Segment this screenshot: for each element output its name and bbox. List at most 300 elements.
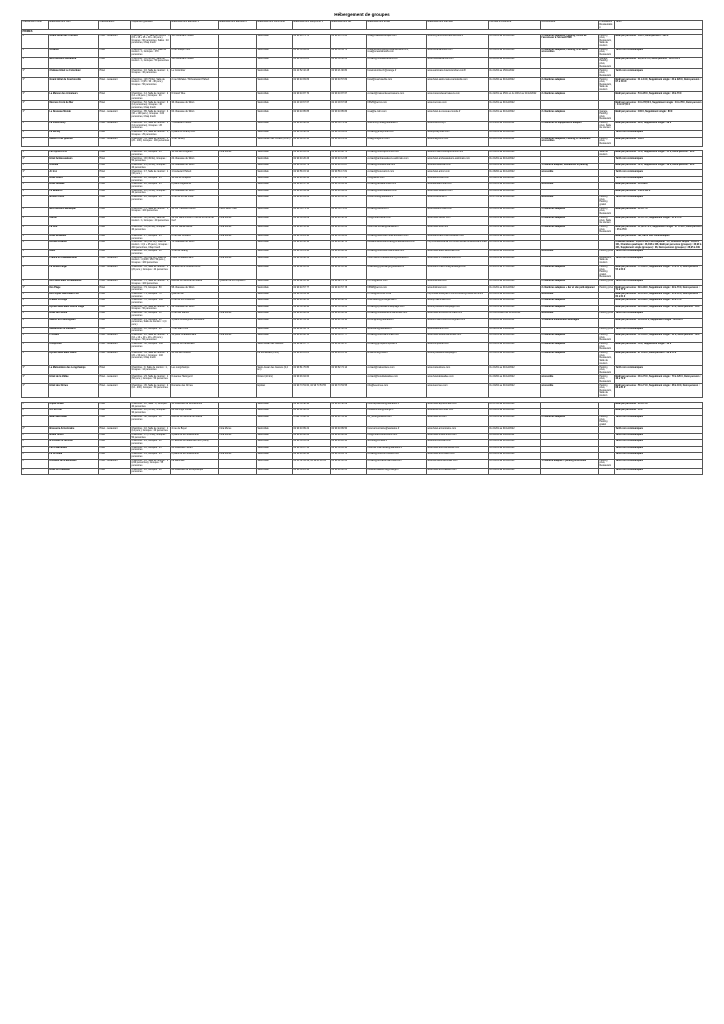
col-periode: Du 20/01 au 17/12/2022 (489, 265, 541, 279)
col-fax: 02 99 56 17 81 (331, 170, 367, 176)
col-email[interactable]: contact@domaine-barbinais.com (367, 459, 427, 468)
col-site[interactable]: www.hotel-le-croiseur.com (427, 453, 489, 459)
col-adresse1: Domaine des Ormes (171, 384, 219, 398)
col-nom: France et Chateaubriand (49, 256, 99, 265)
col-periode: Du 01/01 au 31/12/2022 (489, 427, 541, 433)
col-tarifs: B&B par personne : 142 à 442 € (615, 189, 703, 195)
col-access: 1 chambre adaptée, Restaurant et parking (541, 163, 599, 169)
col-fax: 02 99 40 12 88 (331, 157, 367, 163)
col-access: 2 chambres adaptées (541, 216, 599, 225)
col-capacites: Chambres : 36 (66 lits), Salle de réunion : 1, Groupes : 50 personnes (131, 57, 171, 69)
col-tel: 02 99 40 92 20 (293, 122, 331, 131)
col-adresse2 (219, 318, 257, 327)
col-capacites: Chambres : 56, Salle de réunion : 1, Groupes : 50 personnes (131, 305, 169, 311)
col-class: 2* (22, 433, 49, 439)
col-site[interactable]: www.hotel-ariroz.com (427, 170, 489, 176)
col-email[interactable]: contact@ambassadeurs-saintmalo.com (367, 157, 427, 163)
col-tarifs: Tarifs non communiqués (615, 446, 703, 452)
col-email[interactable]: contact@saintmalo-hotel-elizabeth.com (367, 234, 427, 240)
table-row (22, 78, 703, 92)
col-tel: 02 99 89 12 40 (293, 137, 331, 146)
col-tarifs: B&B par personne : 66 à 89 €, Supplément single : 60 à 75 € (615, 299, 703, 305)
col-capacites: Chambres : 22, Salle : 9, Groupes : 40 personnes (131, 402, 171, 408)
col-tarifs: Tarifs non communiqués (615, 48, 703, 57)
table-row (22, 216, 703, 225)
col-site[interactable]: www.domaine-barbinais.com (427, 459, 489, 468)
col-commune: Saint-Malo (257, 122, 293, 131)
col-class: 3* (22, 334, 49, 343)
col-commune: Saint-Malo (257, 110, 293, 122)
col-email[interactable]: bb_4252@hotelbb.com (367, 415, 427, 427)
col-tarifs: Tarifs non communiqués (615, 69, 703, 78)
col-email[interactable]: contact@kyriadsaintmaloplage.com (367, 305, 427, 311)
col-tarifs: B&B par personne : 100 € (615, 137, 703, 146)
col-periode: Du 01/01 au 31/12/2022 (489, 440, 541, 446)
col-site[interactable]: www.hotel-lcite.com (427, 225, 489, 234)
col-email[interactable]: resa@indigomm.com (367, 137, 427, 146)
table-header-row (22, 21, 703, 30)
col-commune: Saint-Malo (257, 299, 293, 305)
col-capacites: Chambres : 23, Salle de réunion : 1 (60 pers.), Groupes : 50 personnes (131, 375, 171, 384)
col-tarifs: Tarifs non communiqués (615, 453, 703, 459)
col-capacites: Chambres : 49, Salle de réunion : 3 (20 + 30 pers.), Groupes : 140 personnes, Chap Insoft (131, 352, 171, 366)
col-nom: Eden (49, 250, 99, 256)
col-email[interactable]: levalmarin@wanadoo.fr (367, 327, 427, 333)
col-tarifs: B&B par personne : 100 €, Supplément single : 80 € (615, 110, 703, 122)
col-commune: Saint-Malo (257, 225, 293, 234)
col-resto: Restaurant, Salle de réunion (599, 256, 615, 265)
col-nom: Le Jersey (49, 131, 99, 137)
col-tel: 02 99 81 92 05 (293, 409, 331, 415)
header-col-class: Classement hôtel (22, 21, 49, 30)
col-capacites: Chambres : 75, Salle de réunion : 1, Groupes : 100 personnes (131, 207, 171, 216)
col-resto: Parking privé, Restaurant (599, 225, 615, 234)
col-adresse1: 6 avenue Hamrger-II (171, 375, 219, 384)
col-nom: Best Western Barbeque (49, 207, 99, 216)
col-site[interactable]: www.hotel-beaufort.com (427, 189, 489, 195)
col-classif: Hôtel (99, 189, 131, 195)
col-site[interactable]: www.ip-saintmalo.com (427, 299, 489, 305)
col-site[interactable]: www.st-malo-hotel-ajoncs-dor.com (427, 150, 489, 156)
col-nom: Grand Hôtel des Thermes (49, 34, 99, 48)
col-class: 3* (22, 327, 49, 333)
col-periode: Du 01/01 au 31/12/2022 (489, 286, 541, 292)
col-site[interactable]: www.hotelalexandra.com (427, 57, 489, 69)
col-email[interactable]: contact@hotel-le-croiseur.com (367, 453, 427, 459)
col-periode: Du 07/02 au 31/12/2022 (489, 402, 541, 408)
col-site[interactable]: www.hoteldelavallee.com (427, 375, 489, 384)
col-class: 2* (22, 409, 49, 415)
col-email[interactable]: contact@hotelantinea.com (367, 163, 427, 169)
col-email[interactable]: hotel.alphaocean@wanadoo.fr (367, 402, 427, 408)
col-commune: Saint-Malo (257, 69, 293, 78)
col-adresse2 (219, 468, 257, 474)
col-nom: Hôtel Aubade (49, 183, 99, 189)
col-adresse1: 2 place de la Poissonnerie (171, 453, 219, 459)
col-commune: Saint-Malo (257, 409, 293, 415)
col-resto: Garage, Parking privé, Restaurant (599, 110, 615, 122)
col-nom: Ar Iroz (49, 170, 99, 176)
col-capacites: Chambres : 85, Salle de réunion : 4 (30 + 100 pers.), Groupes : 100 personnes, Chap Insoft (131, 110, 171, 122)
col-capacites: Chambres : 16, Salle de réunion : 2 (240 personnes), Groupes : 55 personnes (131, 459, 171, 468)
header-col-fax: Etablissement fax (331, 21, 367, 30)
col-tel: 02 99 40 26 26 (293, 157, 331, 163)
col-email[interactable]: contact@maisondesarmateurs.com (367, 92, 427, 101)
col-class: 2* (22, 446, 49, 452)
table-row (22, 225, 703, 234)
col-tel: 02 99 56 48 48 (293, 402, 331, 408)
col-site[interactable]: www.bristolunion.fr (427, 196, 489, 208)
col-resto: Parking privé (599, 279, 615, 285)
col-capacites: Chambres : 26, Groupes : 45 personnes (131, 196, 171, 208)
col-email[interactable]: info@lesormes.com (367, 384, 427, 398)
table-row (22, 366, 703, 375)
col-adresse2 (219, 366, 257, 375)
col-class: 3* (22, 69, 49, 78)
col-adresse2: Intra Muros (219, 312, 257, 318)
col-access: 1 chambre adaptée + parking accessible (541, 459, 599, 468)
col-access: 2 chambres adaptées (541, 78, 599, 92)
col-tel: 02 99 56 05 09 (293, 440, 331, 446)
col-fax: 02 99 56 39 24 (331, 234, 367, 240)
col-fax: 02 99 73 53 55 (331, 384, 367, 398)
col-classif: Hôtel (99, 433, 131, 439)
col-email[interactable]: contact@hoteldulouvre-saintmalo.com (367, 312, 427, 318)
col-site[interactable]: www.hotel-eden-saintmalo.com (427, 250, 489, 256)
table-row (22, 207, 703, 216)
col-nom: Le Grand Large (49, 265, 99, 279)
col-adresse1: 1 rue de l'Étang (171, 250, 219, 256)
col-classif: Hôtel - restaurant (99, 279, 131, 285)
col-capacites: Chambres : 17, Groupes : 25 personnes (131, 234, 171, 240)
col-email[interactable]: contact@hotel-ariroz.com (367, 170, 427, 176)
col-email[interactable]: h5668@accor.com (367, 286, 427, 292)
col-email[interactable]: contact@hotel-eden-saintmalo.com (367, 250, 427, 256)
col-commune: Saint-Malo (257, 402, 293, 408)
col-email[interactable]: hotelduchasseur56@orange.fr (367, 468, 427, 474)
col-commune: Saint-Malo (257, 279, 293, 285)
col-email[interactable]: hotel.lcite.stmalo@wanadoo.fr (367, 225, 427, 234)
col-site[interactable]: www.levalmarin.com (427, 327, 489, 333)
col-resto: Parking privé (599, 250, 615, 256)
col-nom: IP&Mili Prestige (49, 299, 99, 305)
col-commune: Saint-Malo (257, 48, 293, 57)
col-adresse1: 66 rue Ange Fontan (171, 409, 219, 415)
col-email[interactable]: escaleoceania.saintmalo@oceaniahotels.com (367, 241, 427, 250)
col-classif: Hôtel - restaurant (99, 110, 131, 122)
col-site[interactable]: www.oceaniahotels.com (427, 48, 489, 57)
col-email[interactable]: contact@aubade-hotel.com (367, 183, 427, 189)
col-site[interactable]: http://escaleoceania.com/hotel-escale-oceania-saint-malo (427, 241, 489, 250)
col-fax: 02 99 82 75 74 (331, 279, 367, 285)
col-commune: Saint-Malo (257, 312, 293, 318)
col-site[interactable]: www.compostel.com (427, 343, 489, 352)
col-fax: 02 99 82 74 14 (331, 366, 367, 375)
col-class: 3* (22, 92, 49, 101)
col-tel: 02 99 40 83 83 (293, 78, 331, 92)
col-commune: Saint-Malo (257, 163, 293, 169)
col-class: 3* (22, 48, 49, 57)
header-col-access: Accessibilité (541, 21, 599, 30)
col-class: 3* (22, 131, 49, 137)
col-site[interactable]: www.hotel-bb.com (427, 415, 489, 427)
col-adresse1: 8 place Duguesclin (171, 183, 219, 189)
col-tarifs: Tarifs non communiqués (615, 256, 703, 265)
col-fax: 02 99 81 10 98 (331, 265, 367, 279)
table-row (22, 352, 703, 366)
col-site[interactable]: www.surcoufhotel.com (427, 440, 489, 446)
col-classif: Hôtel (99, 207, 131, 216)
col-access: 2 chambres adaptées (541, 299, 599, 305)
col-site[interactable]: www.asurithotel.com (427, 176, 489, 182)
col-site[interactable]: www.saintmalo-hotel-elizabeth.com (427, 234, 489, 240)
col-classif: Hôtel (99, 131, 131, 137)
col-periode: Du 09/01 au 19/01/2022 (489, 176, 541, 182)
col-access: 2 chambres adaptées (541, 92, 599, 101)
col-tel: 02 99 56 73 15 (293, 207, 331, 216)
col-site[interactable]: www.hotel-du-louvre-st-malo.com (427, 312, 489, 318)
col-site[interactable]: http://www.ibisstyles-fr.com/fr/booking/hotels-list.shtml (427, 292, 489, 298)
col-adresse2 (219, 343, 257, 352)
col-commune: Saint-Malo (257, 34, 293, 48)
col-adresse1: 4 rue de Boyer (171, 427, 219, 433)
col-capacites: Chambres : 20, Groupes : 25 personnes (131, 176, 171, 182)
col-email[interactable]: oceania.saintmalo@oceaniahotels.com, resa@oceaniahotels.com (367, 48, 427, 57)
col-nom: Kyriad Saint-Malo Ouest (49, 352, 99, 366)
col-tel: 02 99 40 36 36 (293, 241, 331, 250)
col-fax: 02 99 40 85 86 (331, 110, 367, 122)
col-adresse1: 7 boulevard Hébert (171, 122, 219, 131)
col-email[interactable]: contact@groupecompostel.fr (367, 343, 427, 352)
col-capacites: Chambres : 23, Salle de réunion : 1, Groupes : 25 personnes (131, 131, 169, 136)
col-site[interactable]: www.le-grand-hotel-des-thermes.fr (427, 34, 489, 48)
col-adresse1: 2 rue des Marins (171, 312, 219, 318)
col-email[interactable]: info@asurit.com (367, 176, 427, 182)
col-site[interactable]: www.antineahotel.com (427, 163, 489, 169)
col-adresse1: 2 place du Champ Vert (171, 131, 219, 137)
col-email[interactable]: hotel.les.charmettes@wanadoo.fr (367, 446, 427, 452)
col-tarifs: B&B par personne : 27 à 40 €, Demi-pension : 38 à 55 € (615, 352, 703, 366)
col-email[interactable]: h5625@accor.com (367, 101, 427, 110)
col-email[interactable]: contact@malouiniere.com (367, 366, 427, 375)
col-fax: 02 99 40 90 51 (331, 299, 367, 305)
col-tel: 02 99 56 10 79 (293, 163, 331, 169)
col-capacites: Chambres : 25 (54 lits), Groupes : 46 personnes (131, 163, 171, 169)
col-site[interactable]: www.hotel-le-nouveau-monde.fr (427, 110, 489, 122)
col-adresse2 (219, 265, 257, 279)
col-email[interactable]: contact@hotelalexandra.com (367, 57, 427, 69)
col-site[interactable]: www.aubade-hotel.com (427, 183, 489, 189)
col-fax: 02 99 40 86 93 (331, 250, 367, 256)
col-capacites: Chambres : 20, Groupes : 25 personnes (131, 183, 171, 189)
col-email[interactable]: reservation@prestigemalo.fr (367, 299, 427, 305)
col-site[interactable]: www.kyriadsaintmaloplage.fr (427, 352, 489, 366)
col-nom: Grand Hôtel de Courtoisville (49, 78, 99, 92)
col-access: 2 chambres adaptées (541, 343, 599, 352)
col-tarifs: B&B par personne : 51 à 84 €, Supplément single : 22 €, Demi-pension : 66 € (615, 334, 703, 343)
col-nom: Hôtel Elizabeth (49, 234, 99, 240)
col-adresse1: 138 boulevard Hébert (171, 57, 219, 69)
col-periode: Du 18/02 au 08/11/2022 (489, 318, 541, 327)
col-site[interactable]: www.hotel-bristol-union.com (427, 433, 489, 439)
col-resto: Parking privé, Restaurant (599, 48, 615, 57)
col-capacites: Chambres : 10, Salle de réunion : 1 (14 pers.), Groupes : 20 personnes (131, 427, 171, 433)
col-classif: Hôtel (99, 183, 131, 189)
col-fax: 02 99 40 87 67 (331, 92, 367, 101)
col-site[interactable]: www.hotel-ambassadeurs-saintmalo.com (427, 157, 489, 163)
col-nom: La Malouinière des Longchamps (49, 366, 99, 375)
col-site[interactable]: www.hotel-ostara-saintmalo.com (427, 334, 489, 343)
col-email[interactable]: hotel@courtoisville.com (367, 78, 427, 92)
col-capacites: Chambres : 175, Salle de réunion : 6 (15 + 15 + 25 + 30 + 40 pers.), Groupes : 60 personnes, Salles : 40 personnes, Chap Insoft (131, 34, 171, 48)
col-nom: Le Beaufort (49, 189, 99, 195)
col-site[interactable]: www.lesormes.com (427, 384, 489, 398)
col-resto: Parking privé, Restaurant (599, 343, 615, 352)
col-site[interactable]: www.saint-malo-hotelgrandlarge.com (427, 265, 489, 279)
col-access: 2 chambres adaptées (541, 225, 599, 234)
col-site[interactable]: www.jerseyhotel.com (427, 131, 489, 137)
col-site[interactable]: www.hotel-du-chasseur.com (427, 468, 489, 474)
col-email[interactable]: H7628@ACCOR.COM (367, 292, 427, 298)
col-site[interactable]: www.hotel-fr-chateaubriand.com (427, 256, 489, 265)
col-site[interactable]: www.hotel-saint-malo-courtoisville.com (427, 78, 489, 92)
col-site[interactable]: www.hotel-les-charmettes.com (427, 446, 489, 452)
col-email[interactable]: H8718@accor.com (367, 279, 427, 285)
col-nom: Compostel (49, 343, 99, 352)
col-site[interactable]: www.bwsaint-malo.com (427, 207, 489, 216)
col-email[interactable]: villefromoy.hotel@wanadoo.fr (367, 122, 427, 131)
col-nom: Escale Oceania (49, 241, 99, 250)
col-email[interactable]: info@hotel-bristol-union.com (367, 433, 427, 439)
col-fax: 02 99 56 03 81 (331, 131, 367, 137)
col-access (541, 101, 599, 110)
col-tel: 02 99 40 99 99 (293, 189, 331, 195)
col-adresse1: Avenue du Général de Gaulle (171, 415, 219, 427)
table-row (22, 137, 703, 146)
col-site[interactable]: www.ibishotel.com (427, 279, 489, 285)
col-capacites: Chambres : 78 (120 lits), Salle de réunion : 1, Groupes : 170 personnes (131, 48, 171, 57)
table-row (22, 375, 703, 384)
col-email[interactable]: hotel.armoricaine@wanadoo.fr (367, 427, 427, 433)
col-capacites: Chambres : 26, Salle de réunion : 1 (12 personnes), Groupes : 26 personnes (131, 122, 171, 131)
col-site[interactable]: www.hotel-armoricaine.com (427, 427, 489, 433)
col-site[interactable]: www.indigomm.com (427, 137, 489, 146)
col-email[interactable]: resa@le-ndm.com (367, 110, 427, 122)
col-tarifs: B&B par personne : 11 à 44 €, Supplément single : 33 à 220 €, Demi-pension : 97 à 144 € (615, 78, 703, 92)
col-email[interactable]: kmalo.khst@hotel.fr (367, 352, 427, 366)
col-site[interactable]: www.arcenciel-hotel.com (427, 409, 489, 415)
col-classif: Hôtel (99, 440, 131, 446)
col-tel: 02 99 40 57 77 (293, 286, 331, 292)
col-capacites: Chambres : 17, Salle de réunion : 1 (30 pers.) (131, 170, 171, 176)
col-fax: 02 99 21 90 80 (331, 69, 367, 78)
col-adresse1: 2 rue Michelet / 69 boulevard Hébert (171, 78, 219, 92)
col-commune: Saint-Malo (257, 92, 293, 101)
col-site[interactable]: www.kyriadsaintmaloplage.com (427, 305, 489, 311)
col-email[interactable]: contact@hotel-beaufort.com (367, 189, 427, 195)
col-tel: 02 99 40 80 12 (293, 334, 331, 343)
col-access (541, 366, 599, 375)
col-access: 3 chambres adaptées, Parking, et restaurant accessibles (541, 137, 599, 146)
col-site[interactable]: www.ibishotel.com (427, 286, 489, 292)
col-email[interactable]: contact@jerseyhotel.com (367, 131, 427, 137)
col-email[interactable]: cunningham@wanadoo.fr (367, 318, 427, 327)
col-adresse2 (219, 241, 257, 250)
col-periode: Du 01/01 au 31/12/2022 (489, 299, 541, 305)
col-commune: Saint-Malo (257, 305, 293, 311)
col-email[interactable]: resa@thalassotherapie.com (367, 34, 427, 48)
col-periode: Du 01/01 au 31/12/2022 (489, 352, 541, 366)
col-access (541, 468, 599, 474)
col-capacites: Chambres : 66, Groupes : 100 personnes (131, 343, 171, 352)
col-tarifs: Tarifs non communiqués (615, 312, 703, 318)
col-email[interactable]: info@hotel-cartier.com (367, 216, 427, 225)
col-email[interactable]: contact@baurevoir.fr (367, 207, 427, 216)
col-site[interactable]: www.st-malo-hotel-cunningham.com (427, 318, 489, 327)
col-site[interactable]: www.hotel-alpha-ocean.com (427, 402, 489, 408)
col-site[interactable]: www.malouiniere.com (427, 366, 489, 375)
col-capacites: Chambres : 44, Salle de réunion : 1 (20 pers.), Groupes : 44 personnes (131, 265, 171, 279)
header-col-resto: Prestations Restauration (599, 21, 615, 30)
col-access: 2 chambres adaptées (541, 334, 599, 343)
col-resto: Parking privé, Restaurant, Salle de réunion (599, 34, 615, 48)
col-email[interactable]: contact@hoteldelavallee.com (367, 375, 427, 384)
col-email[interactable]: hotelcolombier.fr@orange.fr (367, 69, 427, 78)
col-fax: 02 99 40 20 44 (331, 440, 367, 446)
col-class: 3* (22, 305, 49, 311)
col-fax: 02 99 56 74 05 (331, 207, 367, 216)
col-commune: La Richardais (8 km) (257, 352, 293, 366)
col-commune: Saint-Malo (257, 170, 293, 176)
col-site[interactable]: www.hotel-cartier.com (427, 216, 489, 225)
col-email[interactable]: contact@hotel-ajoncs-dor.com (367, 150, 427, 156)
col-site[interactable]: www.mercure.com (427, 101, 489, 110)
col-classif: Hôtel (99, 468, 131, 474)
col-resto: Salle de réunion (599, 150, 615, 156)
page-title: Hébergement de groupes (334, 12, 390, 17)
col-access (541, 241, 599, 250)
col-email[interactable]: hotelarcenciel@orange.fr (367, 409, 427, 415)
col-site[interactable]: www.saintmalo-hotelcolombier.com/fr (427, 69, 489, 78)
col-fax: 02 99 40 10 04 (331, 256, 367, 265)
col-classif: Hôtel (99, 409, 131, 415)
col-capacites: Chambres : 9, Salle de réunion : 1, Groupes : 14 personnes (131, 366, 171, 375)
col-email[interactable]: resamalo@grandlarge@wanadoo.fr (367, 265, 427, 279)
col-nom: Bristol Union (49, 196, 99, 208)
col-periode: Du 01/01 au 31/12/2022 (489, 101, 541, 110)
col-commune: Saint-Malo (257, 234, 293, 240)
col-fax: 02 99 40 82 28 (331, 433, 367, 439)
col-email[interactable]: hotel.france.chateaubriand@wanadoo.fr (367, 256, 427, 265)
col-site[interactable]: www.maisondesarmateurs.com (427, 92, 489, 101)
col-email[interactable]: surcouf@bhhotel.fr (367, 440, 427, 446)
col-tel: 02 99 56 63 16 (293, 292, 331, 298)
table-row (22, 57, 703, 69)
col-tel: 02 99 56 24 98 (293, 234, 331, 240)
col-fax: 02 99 81 18 04 (331, 459, 367, 468)
col-adresse1: 2 rue des Cordiers (171, 234, 219, 240)
col-site[interactable]: www.villefromoy.fr (427, 122, 489, 131)
col-resto: Parking privé, Parking gratuit, Restaurant (599, 265, 615, 279)
col-resto: Parking privé, Restaurant (599, 459, 615, 468)
col-periode: Du 01/01 au 31/12/2022 (489, 409, 541, 415)
col-adresse1: 49 chaussée du Sillon (171, 305, 219, 311)
col-email[interactable]: bristol.hotel@wanadoo.fr (367, 196, 427, 208)
col-commune: Saint-Malo (257, 292, 293, 298)
col-fax: 02 23 18 67 68 (331, 101, 367, 110)
col-periode: Du 01/01 au 31/12/2022 (489, 131, 541, 137)
col-email[interactable]: contact@hotel-saint-malo.com (367, 334, 427, 343)
